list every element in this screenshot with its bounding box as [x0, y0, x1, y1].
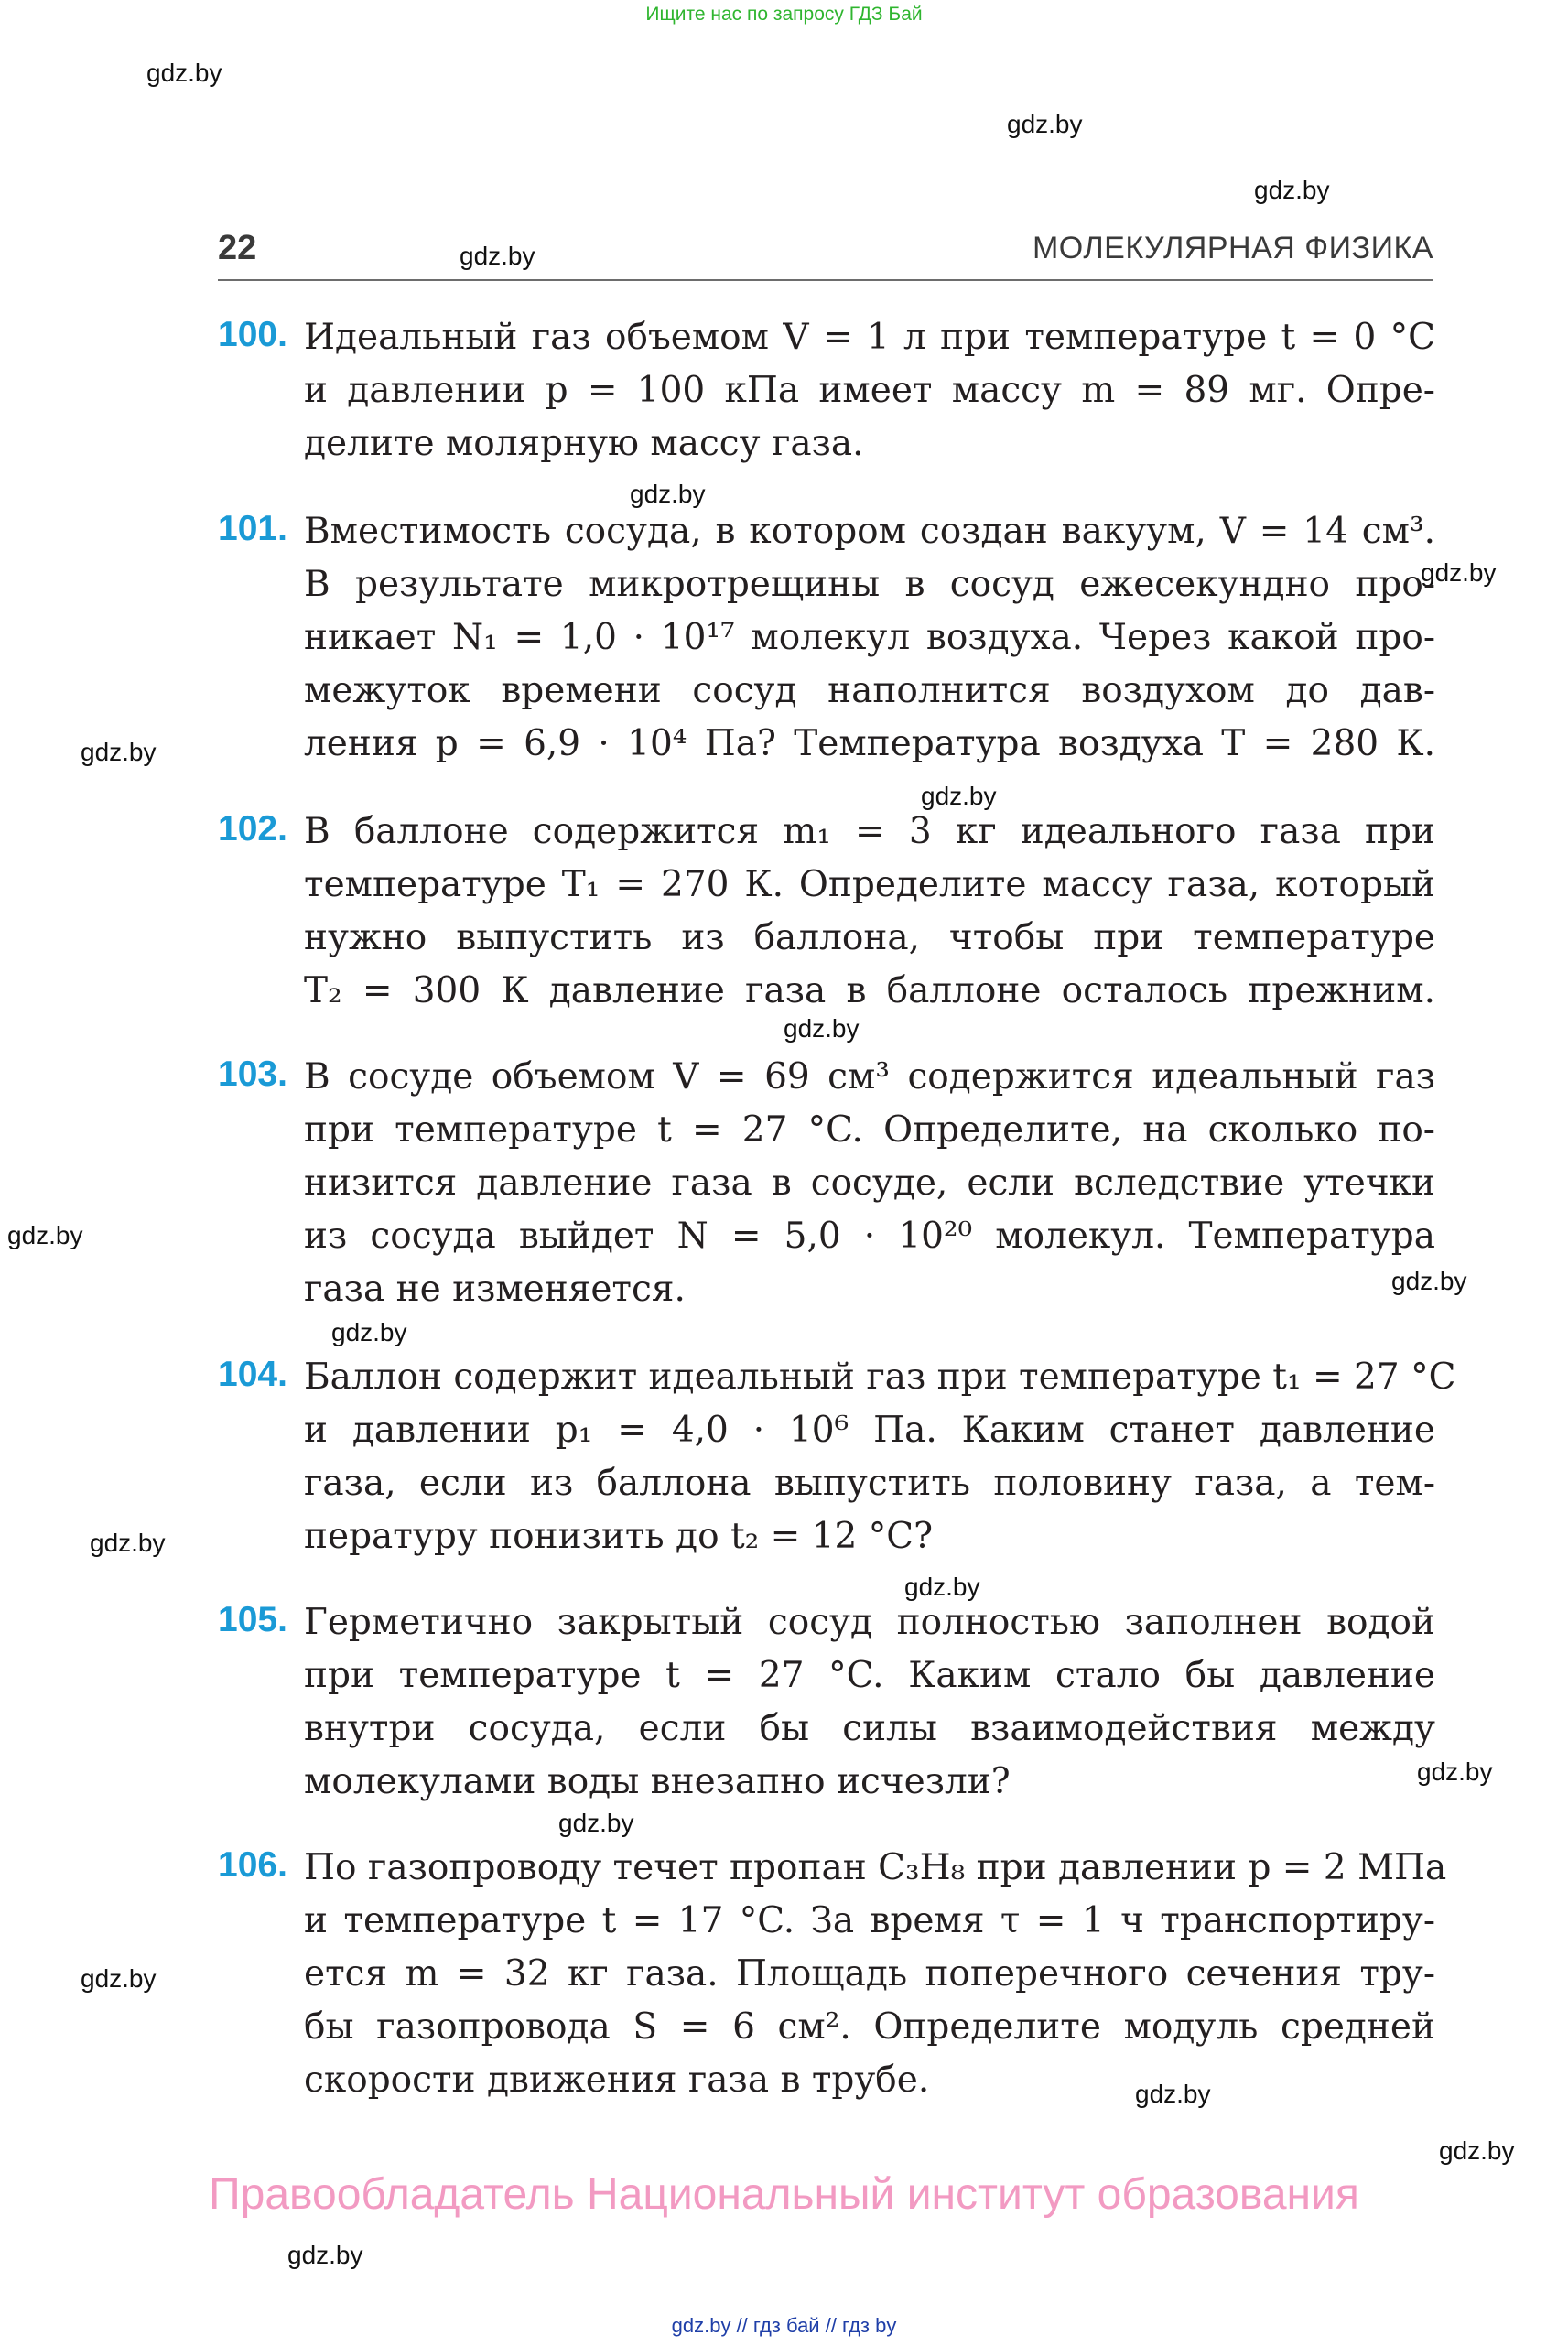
problem-text-line: Идеальный газ объемом V = 1 л при температуре t = 0 °C [304, 317, 1435, 358]
problem-number: 100. [218, 315, 287, 354]
problem-text-line: В результате микротрещины в сосуд ежесекундно про- [304, 564, 1435, 605]
problem-text-line: В баллоне содержится m₁ = 3 кг идеального газа при [304, 811, 1435, 852]
watermark: gdz.by [7, 1221, 83, 1249]
problem-text-line: Баллон содержит идеальный газ при температуре t₁ = 27 °C [304, 1357, 1456, 1398]
problem-number: 105. [218, 1600, 287, 1639]
problem-text-line: ления p = 6,9 · 10⁴ Па? Температура воздуха T = 280 К. [304, 723, 1435, 764]
watermark: gdz.by [1254, 176, 1330, 204]
problem-text-line: низится давление газа в сосуде, если вследствие утечки [304, 1162, 1435, 1204]
watermark: gdz.by [90, 1529, 166, 1557]
problem-text-line: межуток времени сосуд наполнится воздухом до дав- [304, 670, 1435, 711]
watermark: gdz.by [921, 782, 997, 810]
watermark: gdz.by [558, 1809, 634, 1837]
problem-text-line: при температуре t = 27 °C. Определите, на сколько по- [304, 1109, 1435, 1151]
problem-text-line: Вместимость сосуда, в котором создан вакуум, V = 14 см³. [304, 511, 1435, 552]
problem-number: 101. [218, 509, 287, 548]
watermark: gdz.by [1391, 1267, 1467, 1295]
problem-number: 104. [218, 1355, 287, 1394]
problem-text-line: внутри сосуда, если бы силы взаимодействия между [304, 1708, 1435, 1749]
problem-text-line: газа, если из баллона выпустить половину газа, а тем- [304, 1463, 1435, 1504]
watermark: gdz.by [1135, 2080, 1211, 2108]
problem-text-line: и температуре t = 17 °C. За время τ = 1 ч транспортиру- [304, 1900, 1435, 1941]
bottom-links[interactable]: gdz.by // гдз бай // гдз by [671, 2314, 897, 2337]
problem-text-line: из сосуда выйдет N = 5,0 · 10²⁰ молекул. Температура [304, 1216, 1435, 1257]
problem-text-line: В сосуде объемом V = 69 см³ содержится идеальный газ [304, 1056, 1435, 1097]
problem-text-line: и давлении p = 100 кПа имеет массу m = 89 мг. Опре- [304, 370, 1435, 411]
header-rule [218, 279, 1433, 281]
problem-text-line: ется m = 32 кг газа. Площадь поперечного сечения тру- [304, 1953, 1435, 1995]
problem-text-line: По газопроводу течет пропан C₃H₈ при давлении p = 2 МПа [304, 1847, 1447, 1888]
problem-text-line: нужно выпустить из баллона, чтобы при температуре [304, 917, 1435, 958]
watermark: gdz.by [904, 1573, 980, 1601]
watermark: gdz.by [784, 1014, 860, 1043]
watermark: gdz.by [287, 2241, 363, 2269]
watermark: gdz.by [1007, 110, 1083, 138]
problem-text-line: делите молярную массу газа. [304, 423, 864, 464]
problem-text-line: скорости движения газа в трубе. [304, 2060, 930, 2101]
section-title: МОЛЕКУЛЯРНАЯ ФИЗИКА [1032, 231, 1433, 265]
problem-text-line: пературу понизить до t₂ = 12 °C? [304, 1516, 933, 1557]
watermark: gdz.by [331, 1318, 407, 1346]
watermark: gdz.by [460, 242, 535, 270]
page-number: 22 [218, 229, 257, 267]
problem-text-line: Герметично закрытый сосуд полностью заполнен водой [304, 1602, 1435, 1643]
watermark: gdz.by [81, 1964, 157, 1993]
problem-text-line: никает N₁ = 1,0 · 10¹⁷ молекул воздуха. Через какой про- [304, 617, 1435, 658]
problem-text-line: газа не изменяется. [304, 1269, 686, 1310]
watermark: gdz.by [1439, 2136, 1515, 2165]
watermark: gdz.by [146, 59, 222, 87]
problem-text-line: молекулами воды внезапно исчезли? [304, 1761, 1011, 1802]
problem-text-line: бы газопровода S = 6 см². Определите модуль средней [304, 2006, 1435, 2048]
problem-text-line: T₂ = 300 К давление газа в баллоне осталось прежним. [304, 970, 1435, 1011]
problem-number: 106. [218, 1845, 287, 1885]
watermark: gdz.by [1421, 558, 1497, 587]
top-banner[interactable]: Ищите нас по запросу ГДЗ Бай [645, 4, 923, 25]
problem-text-line: температуре T₁ = 270 К. Определите массу газа, который [304, 864, 1435, 905]
watermark: gdz.by [1417, 1757, 1493, 1786]
watermark: gdz.by [630, 480, 706, 508]
problem-number: 102. [218, 809, 287, 849]
problem-text-line: при температуре t = 27 °C. Каким стало бы давление [304, 1655, 1435, 1696]
problem-text-line: и давлении p₁ = 4,0 · 10⁶ Па. Каким станет давление [304, 1410, 1435, 1451]
problem-number: 103. [218, 1054, 287, 1094]
watermark: gdz.by [81, 738, 157, 766]
copyright-note: Правообладатель Национальный институт образования [209, 2170, 1359, 2219]
